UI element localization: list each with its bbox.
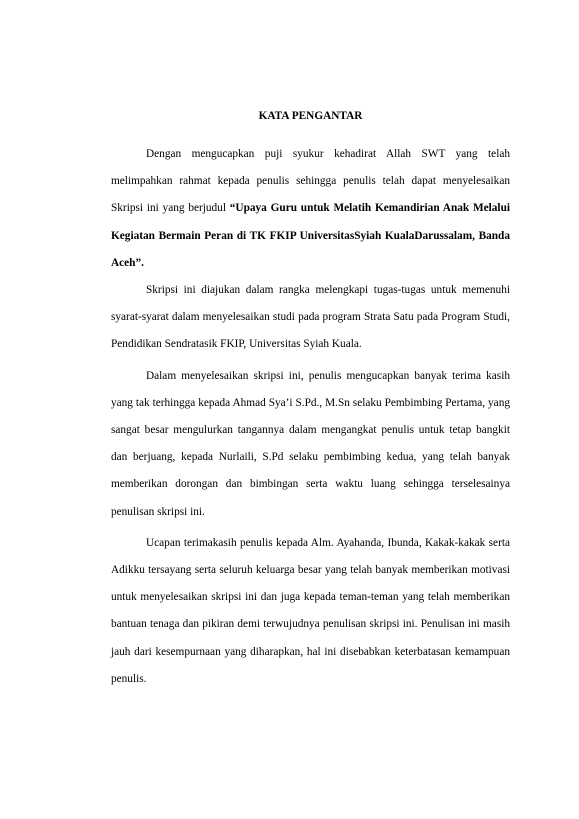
thesis-title: “Upaya Guru untuk Melatih Kemandirian Anak Melalui Kegiatan Bermain Peran di TK FKIP UniversitasSyiah KualaDarussalam, Banda Aceh”.	[111, 202, 510, 269]
paragraph-opening	[111, 141, 510, 277]
page-title: KATA PENGANTAR	[258, 110, 363, 122]
paragraph-opening-text: Dengan mengucapkan puji syukur kehadirat Allah SWT yang telah melimpahkan rahmat kepada penulis sehingga penulis telah dapat menyelesaikan Skripsi ini yang berjudul	[111, 148, 510, 215]
paragraph-purpose: Skripsi ini diajukan dalam rangka melengkapi tugas-tugas untuk memenuhi syarat-syarat dalam menyelesaikan studi pada program Strata Satu pada Program Studi, Pendidikan Sendratasik FKIP, Universitas Syiah Kuala.	[111, 284, 510, 351]
paragraph-thanks-supervisors: Dalam menyelesaikan skripsi ini, penulis mengucapkan banyak terima kasih yang tak terhingga kepada Ahmad Sya’i S.Pd., M.Sn selaku Pembimbing Pertama, yang sangat besar mengulurkan tangannya dalam mengangkat penulis untuk tetap bangkit dan berjuang, kepada Nurlaili, S.Pd selaku pembimbing kedua, yang telah banyak memberikan dorongan dan bimbingan serta waktu luang sehingga terselesainya penulisan skripsi ini.	[111, 369, 510, 518]
paragraph-thanks-family: Ucapan terimakasih penulis kepada Alm. Ayahanda, Ibunda, Kakak-kakak serta Adikku tersayang serta seluruh keluarga besar yang telah banyak memberikan motivasi untuk menyelesaikan skripsi ini dan juga kepada teman-teman yang telah memberikan bantuan tenaga dan pikiran demi terwujudnya penulisan skripsi ini. Penulisan ini masih jauh dari kesempurnaan yang diharapkan, hal ini disebabkan keterbatasan kemampuan penulis.	[111, 536, 510, 685]
document-page	[111, 108, 510, 693]
